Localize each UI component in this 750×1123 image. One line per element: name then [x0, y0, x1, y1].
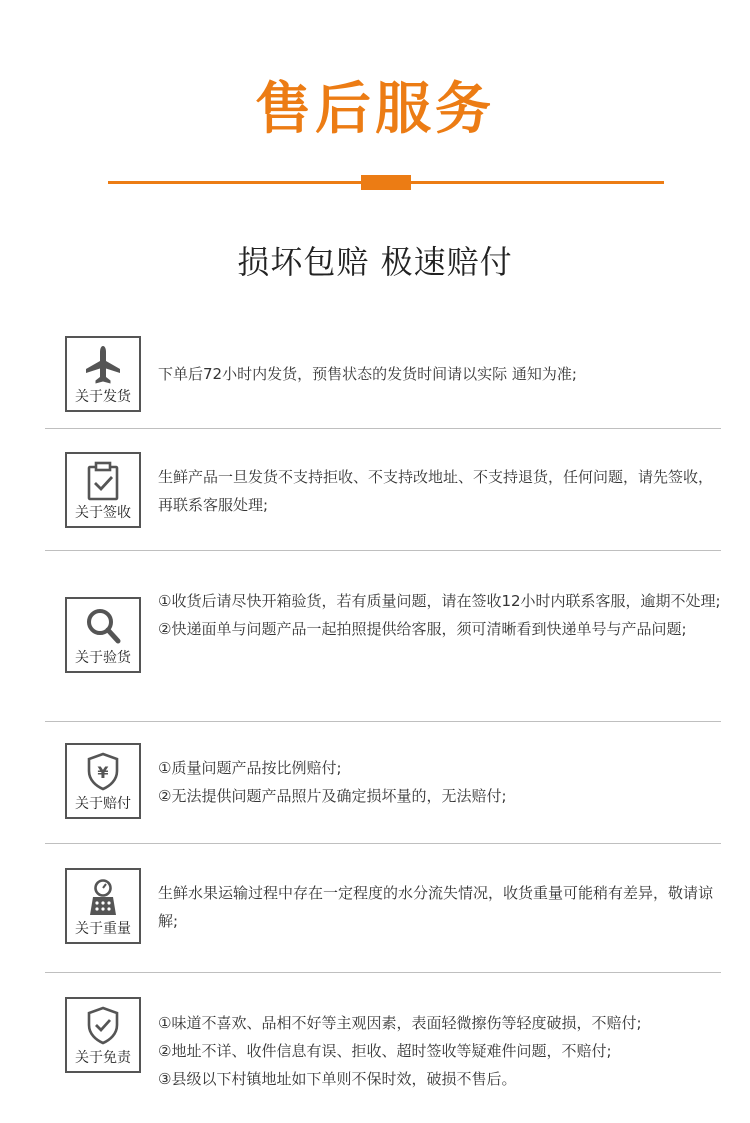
weight-description	[158, 879, 721, 935]
yen-shield-icon	[83, 751, 123, 793]
disclaimer-line-2: ②地址不详、收件信息有误、拒收、超时签收等疑难件问题，不赔付;	[158, 1042, 612, 1060]
disclaimer-line-1: ①味道不喜欢、品相不好等主观因素，表面轻微擦伤等轻度破损，不赔付;	[158, 1014, 642, 1032]
section-inspection	[45, 551, 721, 722]
plane-icon	[83, 344, 123, 386]
inspection-line-1: ①收货后请尽快开箱验货，若有质量问题，请在签收12小时内联系客服，逾期不处理;	[158, 592, 721, 610]
section-disclaimer	[45, 973, 721, 1113]
signing-line-1: 生鲜产品一旦发货不支持拒收、不支持改地址、不支持退货，任何问题，请先签收，再联系客服处理;	[158, 468, 714, 514]
section-signing	[45, 429, 721, 551]
inspection-description	[158, 587, 721, 643]
section-compensation	[45, 722, 721, 844]
shipping-description	[158, 360, 721, 388]
shipping-label: 关于发货	[75, 389, 131, 405]
disclaimer-icon-box	[65, 997, 141, 1073]
title-divider-accent	[361, 175, 411, 190]
compensation-description	[158, 754, 721, 810]
signing-label: 关于签收	[75, 505, 131, 521]
shipping-icon-box	[65, 336, 141, 412]
inspection-icon-box	[65, 597, 141, 673]
scale-icon	[83, 876, 123, 918]
disclaimer-label: 关于免责	[75, 1050, 131, 1066]
shipping-line-1: 下单后72小时内发货，预售状态的发货时间请以实际 通知为准;	[158, 365, 577, 383]
signing-description	[158, 463, 721, 519]
compensation-label: 关于赔付	[75, 796, 131, 812]
shield-check-icon	[83, 1005, 123, 1047]
compensation-icon-box	[65, 743, 141, 819]
inspection-label: 关于验货	[75, 650, 131, 666]
section-weight	[45, 844, 721, 973]
page-subtitle: 损坏包赔 极速赔付	[237, 243, 513, 281]
weight-line-1: 生鲜水果运输过程中存在一定程度的水分流失情况，收货重量可能稍有差异，敬请谅解;	[158, 884, 714, 930]
compensation-line-1: ①质量问题产品按比例赔付;	[158, 759, 342, 777]
search-icon	[83, 605, 123, 647]
section-shipping	[45, 315, 721, 429]
signing-icon-box	[65, 452, 141, 528]
weight-label: 关于重量	[75, 921, 131, 937]
disclaimer-line-3: ③县级以下村镇地址如下单则不保时效，破损不售后。	[158, 1070, 517, 1088]
weight-icon-box	[65, 868, 141, 944]
inspection-line-2: ②快递面单与问题产品一起拍照提供给客服，须可清晰看到快递单号与产品问题;	[158, 620, 687, 638]
svg-text:¥: ¥	[97, 763, 109, 782]
clipboard-check-icon	[83, 460, 123, 502]
page-title: 售后服务	[255, 77, 495, 142]
disclaimer-description	[158, 1009, 721, 1093]
compensation-line-2: ②无法提供问题产品照片及确定损坏量的，无法赔付;	[158, 787, 507, 805]
